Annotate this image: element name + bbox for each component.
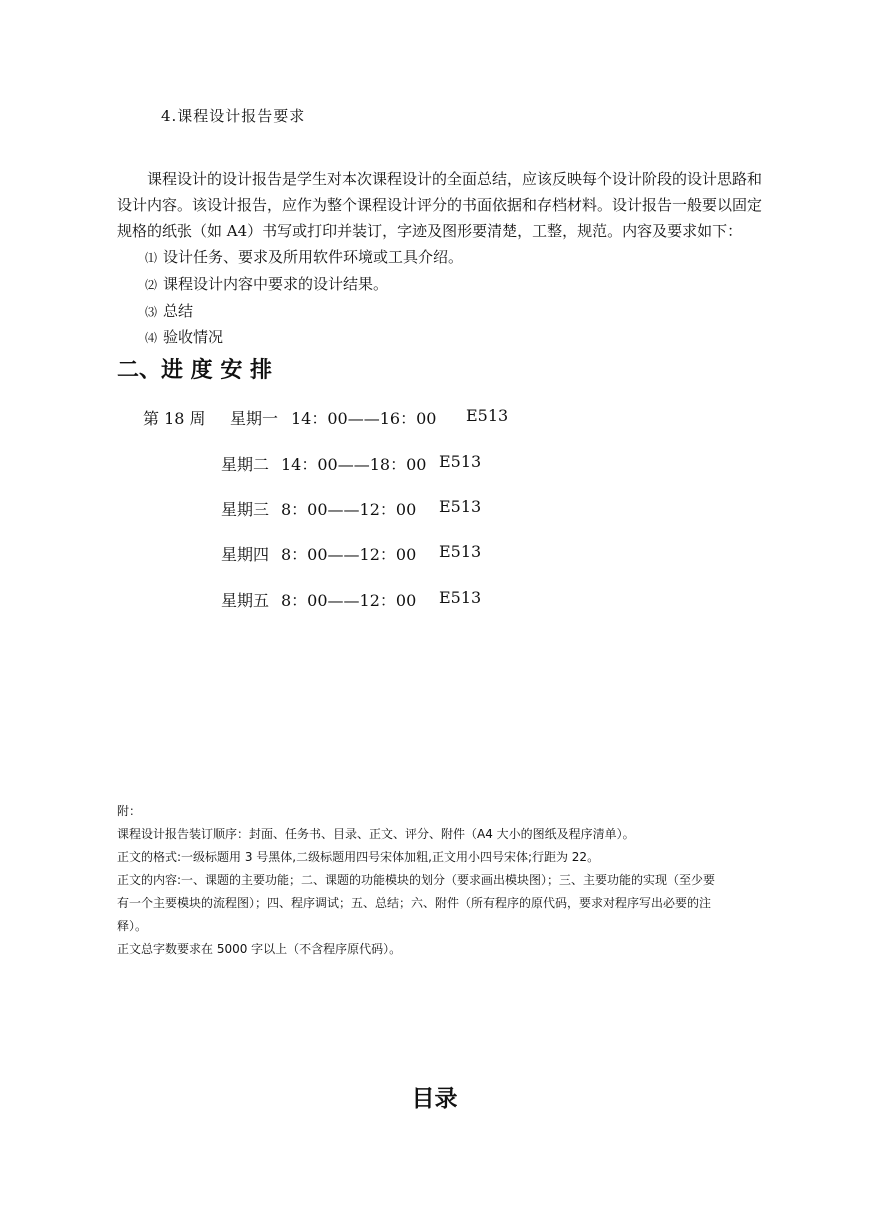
list-number: ⑴ [145,251,158,265]
appendix-label: 附： [117,804,142,818]
schedule-day: 星期三 [221,500,270,519]
appendix-line: 正文的内容:一、课题的主要功能；二、课题的功能模块的划分（要求画出模块图）；三、主要功能的实现（至少要 [117,873,716,887]
schedule-room: E513 [439,588,482,607]
paragraph-line: 课程设计的设计报告是学生对本次课程设计的全面总结，应该反映每个设计阶段的设计思路和 [147,170,763,188]
schedule-time: 8：00——12：00 [281,591,417,610]
appendix-notes [117,800,715,961]
paragraph-line: 规格的纸张（如 A4）书写或打印并装订，字迹及图形要清楚，工整，规范。内容及要求如下： [117,222,743,240]
schedule-room: E513 [466,406,509,425]
chapter-heading: 二、进 度 安 排 [117,358,272,383]
schedule-day: 星期五 [221,591,270,610]
schedule-room: E513 [439,497,482,516]
list-number: ⑶ [145,305,158,319]
list-text: 总结 [163,302,194,320]
list-text: 验收情况 [163,328,224,346]
list-item [145,273,388,294]
list-text: 课程设计内容中要求的设计结果。 [163,275,389,293]
schedule-room: E513 [439,542,482,561]
list-number: ⑷ [145,331,158,345]
list-item [145,300,193,321]
appendix-line: 正文的格式:一级标题用 3 号黑体,二级标题用四号宋体加粗,正文用小四号宋体;行距为 22。 [117,850,600,864]
list-text: 设计任务、要求及所用软件环境或工具介绍。 [163,248,464,266]
list-item [145,246,463,267]
appendix-line: 释）。 [117,919,148,933]
appendix-line: 有一个主要模块的流程图）；四、程序调试；五、总结；六、附件（所有程序的原代码，要求对程序写出必要的注 [117,896,712,910]
schedule-week: 第 18 周 [143,409,206,428]
schedule-time: 8：00——12：00 [281,545,417,564]
list-item [145,326,223,347]
appendix-line: 正文总字数要求在 5000 字以上（不含程序原代码）。 [117,942,402,956]
schedule-time: 8：00——12：00 [281,500,417,519]
list-number: ⑵ [145,278,158,292]
schedule-room: E513 [439,452,482,471]
schedule-day: 星期一 [230,409,279,428]
schedule-time: 14：00——16：00 [291,409,437,428]
schedule-time: 14：00——18：00 [281,455,427,474]
appendix-line: 课程设计报告装订顺序：封面、任务书、目录、正文、评分、附件（A4 大小的图纸及程序清单）。 [117,827,635,841]
paragraph-line: 设计内容。该设计报告，应作为整个课程设计评分的书面依据和存档材料。设计报告一般要以固定 [117,196,763,214]
schedule-day: 星期四 [221,545,270,564]
section-heading: 4.课程设计报告要求 [161,107,306,125]
toc-title: 目录 [411,1086,458,1112]
schedule-day: 星期二 [221,455,270,474]
